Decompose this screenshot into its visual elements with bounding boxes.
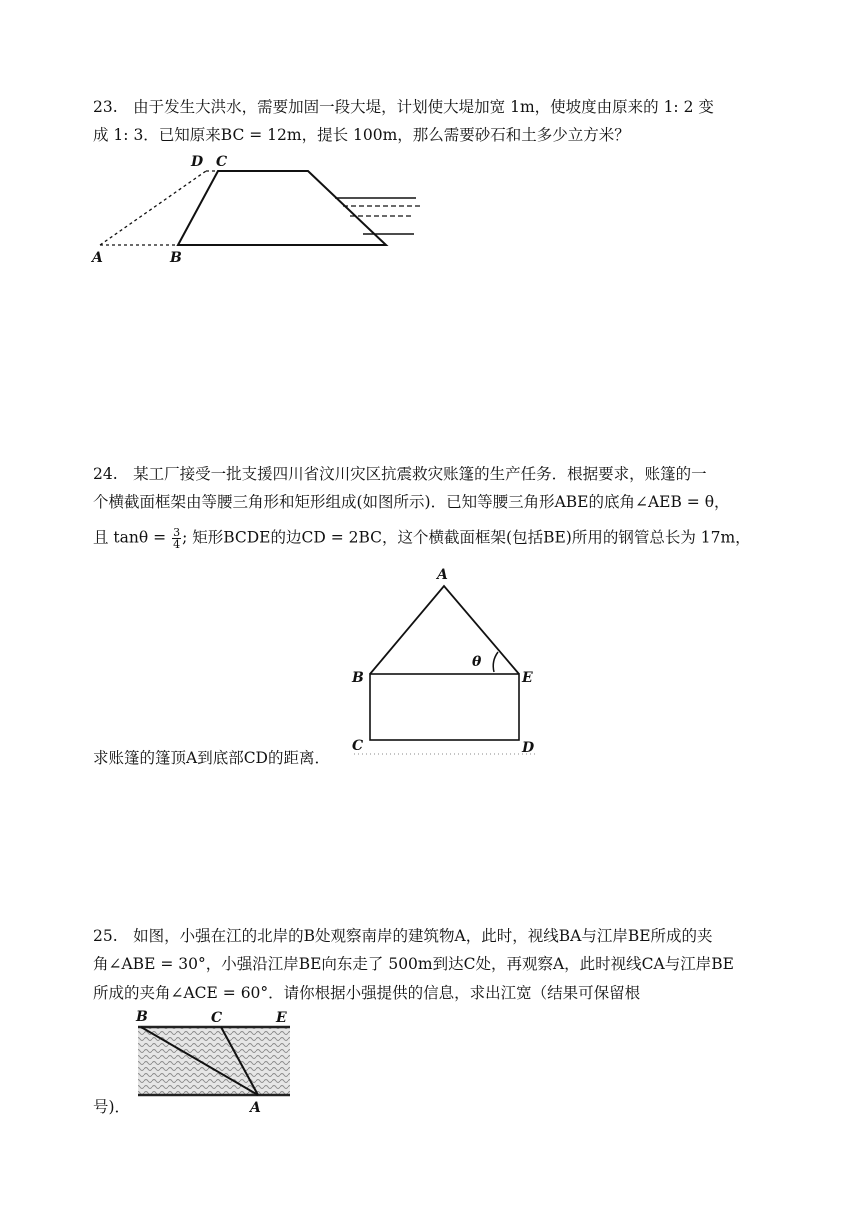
- q24-label-c: C: [352, 738, 364, 754]
- q25-label-e: E: [276, 1010, 287, 1026]
- q24-label-d: D: [522, 740, 535, 756]
- q24-label-theta: θ: [472, 654, 482, 670]
- q24-frac-num: 3: [173, 526, 181, 539]
- q24-text-line-4: 求账篷的篷顶A到底部CD的距离．: [93, 749, 330, 767]
- q24-tan-suffix: ; 矩形BCDE的边CD = 2BC，这个横截面框架(包括BE)所用的钢管总长为 17m，: [182, 528, 751, 547]
- q24-text-line-1: 24. 某工厂接受一批支援四川省汶川灾区抗震救灾账篷的生产任务．根据要求，账篷的一: [93, 465, 707, 483]
- q24-tan-prefix: 且 tanθ =: [93, 528, 172, 547]
- q23-embankment-figure: [88, 150, 428, 268]
- q24-tent-figure: [346, 562, 546, 762]
- q24-text-line-3: [93, 527, 751, 550]
- q25-river-figure: [128, 1005, 298, 1115]
- q24-label-e: E: [522, 670, 533, 686]
- q24-tan-fraction: [172, 527, 181, 550]
- q25-label-a: A: [250, 1100, 261, 1115]
- q25-text-line-2: 角∠ABE = 30°，小强沿江岸BE向东走了 500m到达C处，再观察A，此时视线CA与江岸BE: [93, 955, 734, 973]
- q23-label-c: C: [216, 154, 228, 170]
- q25-label-c: C: [211, 1010, 223, 1026]
- q23-label-d: D: [191, 154, 204, 170]
- q23-label-a: A: [92, 250, 103, 266]
- q24-text-line-2: 个横截面框架由等腰三角形和矩形组成(如图所示)．已知等腰三角形ABE的底角∠AEB = θ，: [93, 493, 730, 511]
- q24-frac-den: 4: [173, 538, 181, 551]
- q25-text-line-1: 25. 如图，小强在江的北岸的B处观察南岸的建筑物A，此时，视线BA与江岸BE所成的夹: [93, 927, 713, 945]
- q23-label-b: B: [170, 250, 182, 266]
- q24-label-b: B: [352, 670, 364, 686]
- q24-label-a: A: [437, 567, 448, 583]
- q23-text-line-2: 成 1: 3．已知原来BC = 12m，提长 100m，那么需要砂石和土多少立方米？: [93, 126, 630, 144]
- q25-label-b: B: [136, 1009, 148, 1025]
- q23-text-line-1: 23. 由于发生大洪水，需要加固一段大堤，计划使大堤加宽 1m，使坡度由原来的 1: 2 变: [93, 98, 714, 116]
- q25-text-line-4: 号)．: [93, 1098, 131, 1116]
- q25-text-line-3: 所成的夹角∠ACE = 60°．请你根据小强提供的信息，求出江宽（结果可保留根: [93, 984, 641, 1002]
